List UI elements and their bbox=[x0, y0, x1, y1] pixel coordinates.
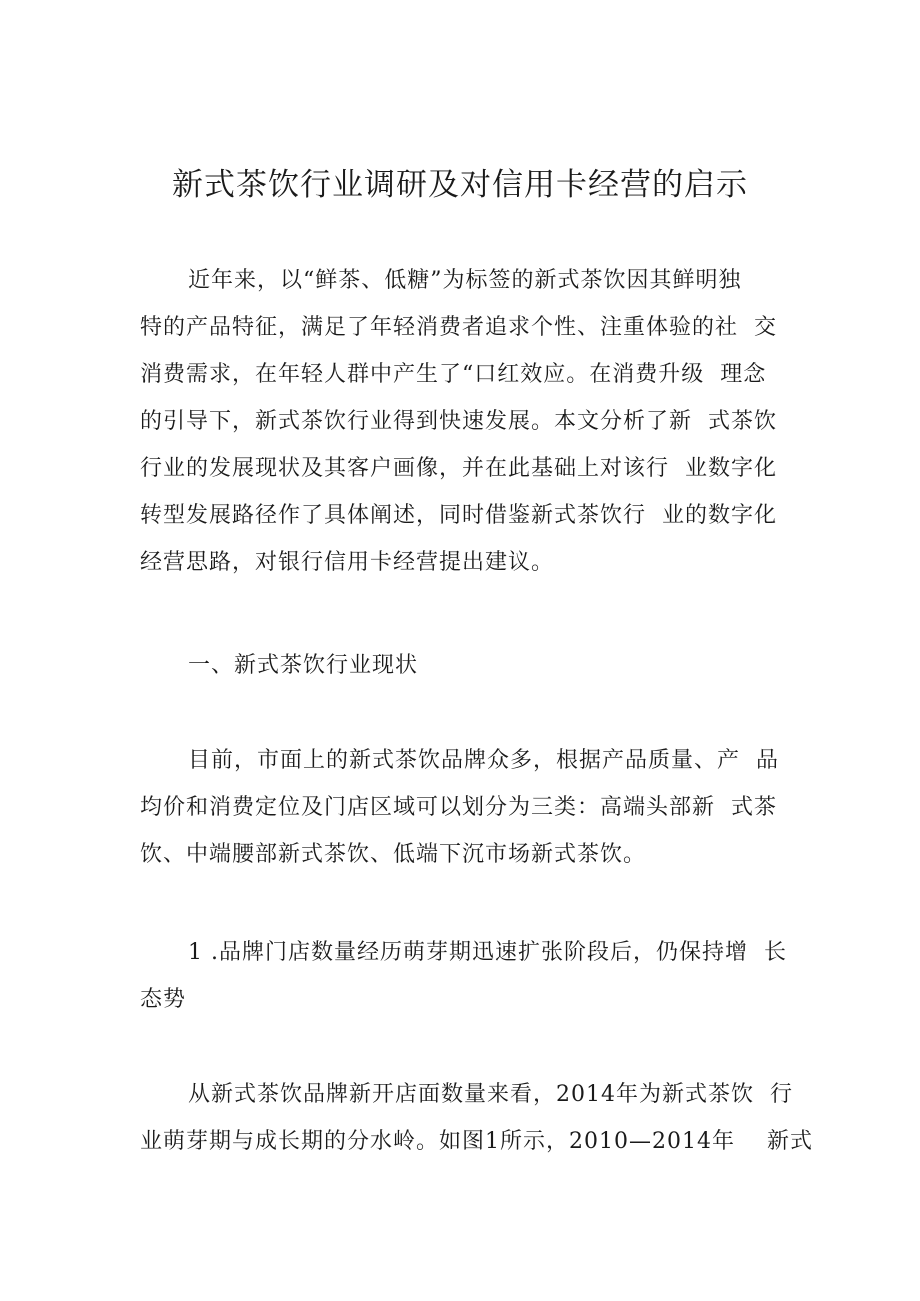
paragraph-1-line-4: 的引导下，新式茶饮行业得到快速发展。本文分析了新 式茶饮 bbox=[140, 409, 777, 434]
paragraph-5-line-2: 业萌芽期与成长期的分水岭。如图1所示，2010—2014年 新式 bbox=[140, 1129, 813, 1154]
paragraph-3-line-3: 饮、中端腰部新式茶饮、低端下沉市场新式茶饮。 bbox=[140, 842, 647, 867]
section-heading: 一、新式茶饮行业现状 bbox=[188, 653, 419, 678]
paragraph-1-line-5: 行业的发展现状及其客户画像，并在此基础上对该行 业数字化 bbox=[140, 456, 777, 481]
subheading-1-line-1: 1 .品牌门店数量经历萌芽期迅速扩张阶段后，仍保持增 长 bbox=[188, 940, 787, 965]
paragraph-1-line-7: 经营思路，对银行信用卡经营提出建议。 bbox=[140, 550, 555, 575]
paragraph-3-line-2: 均价和消费定位及门店区域可以划分为三类：高端头部新 式茶 bbox=[140, 795, 777, 820]
paragraph-1-line-2: 特的产品特征，满足了年轻消费者追求个性、注重体验的社 交 bbox=[140, 315, 777, 340]
subheading-1-line-2: 态势 bbox=[140, 987, 187, 1012]
paragraph-3-line-1: 目前，市面上的新式茶饮品牌众多，根据产品质量、产 品 bbox=[188, 748, 779, 773]
paragraph-5-line-1: 从新式茶饮品牌新开店面数量来看，2014年为新式茶饮 行 bbox=[188, 1082, 793, 1107]
paragraph-1-line-1: 近年来，以“鲜茶、低糖”为标签的新式茶饮因其鲜明独 bbox=[188, 268, 742, 293]
paragraph-1-line-3: 消费需求，在年轻人群中产生了“口红效应。在消费升级 理念 bbox=[140, 362, 767, 387]
document-title: 新式茶饮行业调研及对信用卡经营的启示 bbox=[172, 167, 748, 203]
paragraph-1-line-6: 转型发展路径作了具体阐述，同时借鉴新式茶饮行 业的数字化 bbox=[140, 503, 777, 528]
